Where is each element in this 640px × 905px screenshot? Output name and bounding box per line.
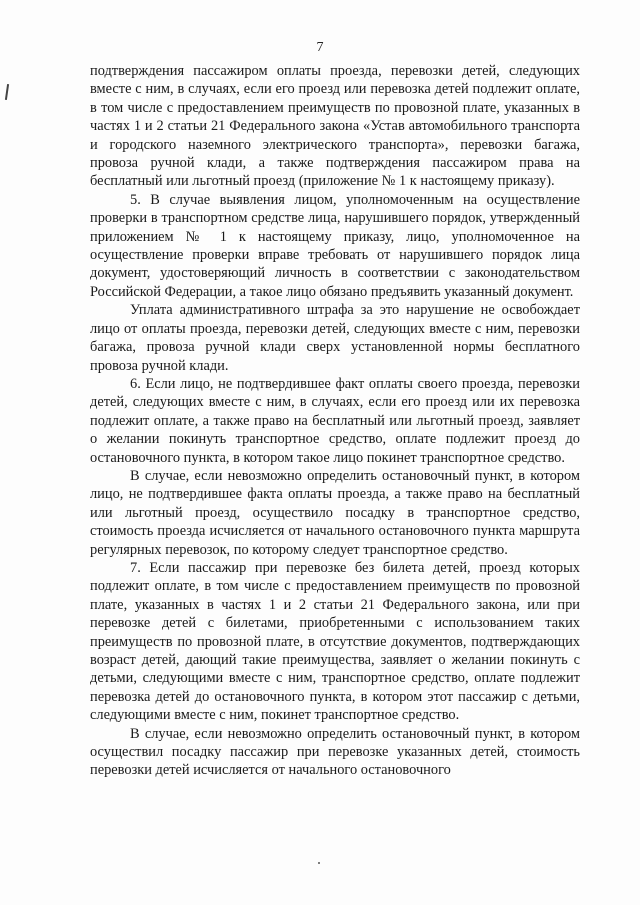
paragraph-clause-5: 5. В случае выявления лицом, уполномоченным на осуществление проверки в транспортном средстве лица, нарушившего порядок, утвержденный приложением № 1 к настоящему приказу, лицо, уполномоченное на осуществление проверки вправе требовать от нарушившего порядок лица документ, удостоверяющий личность в соответствии с законодательством Российской Федерации, а такое лицо обязано предъявить указанный документ. (90, 191, 580, 300)
paragraph-clause-7: 7. Если пассажир при перевозке без билета детей, проезд которых подлежит оплате, в том числе с предоставлением преимуществ по провозной плате, указанных в частях 1 и 2 статьи 21 Федерального закона, или при перевозке детей с билетами, приобретенными с использованием таких преимуществ по провозной плате, в отсутствие документов, подтверждающих возраст детей, дающий такие преимущества, заявляет о желании покинуть с детьми, следующими вместе с ним, транспортное средство, оплате подлежит перевозка детей до остановочного пункта, в котором этот пассажир с детьми, следующими вместе с ним, покинет транспортное средство. (90, 559, 580, 724)
paragraph-clause-7-stop-unknown: В случае, если невозможно определить остановочный пункт, в котором осуществил посадку пассажир при перевозке указанных детей, стоимость перевозки детей исчисляется от начального остановочного (90, 725, 580, 779)
paragraph-clause-6-stop-unknown: В случае, если невозможно определить остановочный пункт, в котором лицо, не подтвердившее факта оплаты проезда, а также право на бесплатный или льготный проезд, осуществило посадку в транспортное средство, стоимость проезда исчисляется от начального остановочного пункта маршрута регулярных перевозок, по которому следует транспортное средство. (90, 467, 580, 558)
paragraph-clause-6: 6. Если лицо, не подтвердившее факт оплаты своего проезда, перевозки детей, следующих вместе с ним, в случаях, если его проезд или их перевозка подлежит оплате, а также право на бесплатный или льготный проезд, заявляет о желании покинуть транспортное средство, оплате подлежит проезд до остановочного пункта, в котором такое лицо покинет транспортное средство. (90, 375, 580, 466)
paragraph-fine-payment: Уплата административного штрафа за это нарушение не освобождает лицо от оплаты проезда, перевозки детей, следующих вместе с ним, перевозки багажа, провоза ручной клади сверх установленной нормы бесплатного провоза ручной клади. (90, 302, 580, 374)
page-number: 7 (316, 40, 324, 55)
document-body (90, 62, 580, 780)
scan-speck (318, 862, 320, 864)
scan-margin-mark (5, 84, 9, 100)
paragraph-continuation: подтверждения пассажиром оплаты проезда, перевозки детей, следующих вместе с ним, в случаях, если его проезд или перевозка детей подлежит оплате, в том числе с предоставлением преимуществ по провозной плате, указанных в частях 1 и 2 статьи 21 Федерального закона «Устав автомобильного транспорта и городского наземного электрического транспорта», перевозки багажа, провоза ручной клади, а также подтверждения пассажиром права на бесплатный или льготный проезд (приложение № 1 к настоящему приказу). (90, 63, 580, 190)
